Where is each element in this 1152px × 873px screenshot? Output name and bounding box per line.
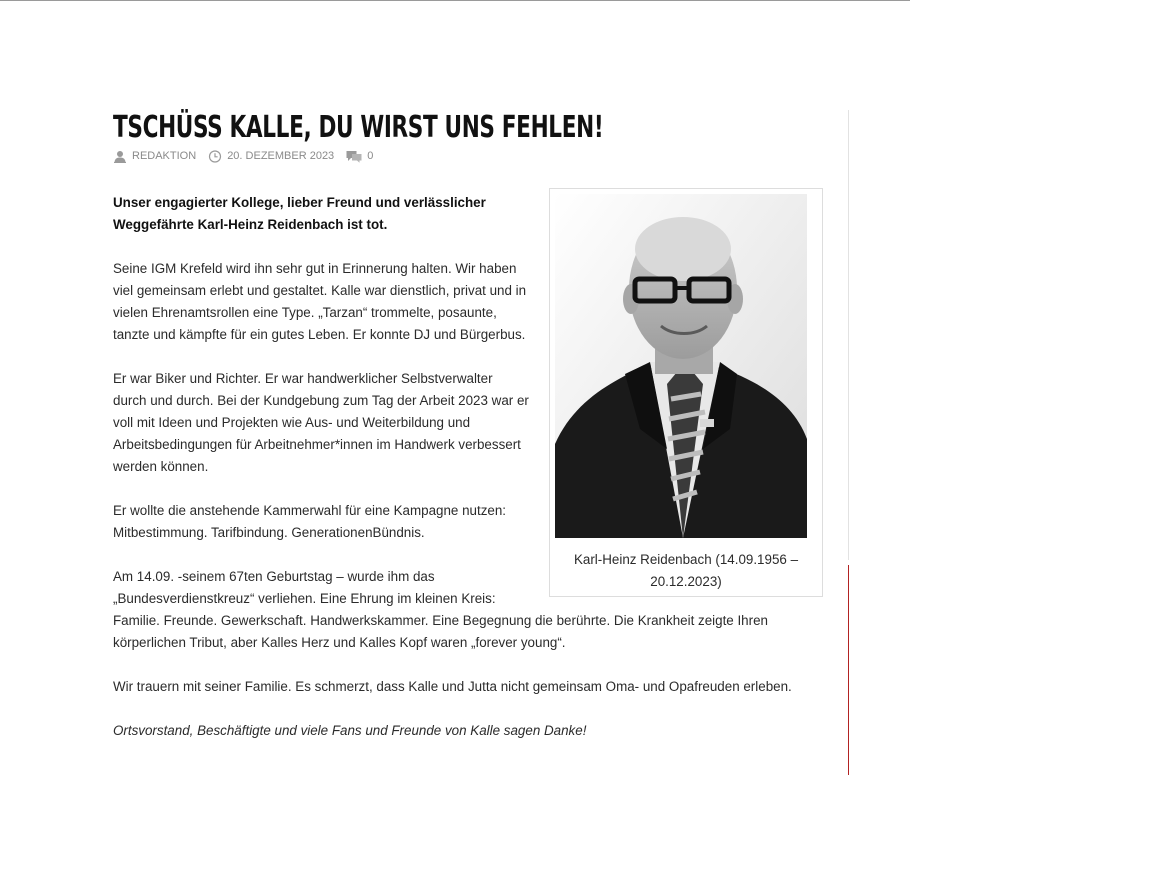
article-title[interactable]: TSCHÜSS KALLE, DU WIRST UNS FEHLEN! [113,110,604,145]
comments-icon [346,150,362,163]
article-paragraph: Er wollte die anstehende Kammerwahl für eine Kampagne nutzen: Mitbestimmung. Tarifbindung. GenerationenBündnis. [113,503,507,540]
sidebar-border [848,110,849,560]
user-icon [113,150,127,163]
article-paragraph: Er war Biker und Richter. Er war handwerklicher Selbstverwalter durch und durch. Bei der Kundgebung zum Tag der Arbeit 2023 war er voll mit Ideen und Projekten wie Aus- und Weiterbildung und Arbeitsbedingungen für Arbeitnehmer*innen im Handwerk verbessert werden können. [113,371,529,474]
meta-date-text: 20. DEZEMBER 2023 [227,150,335,162]
article-paragraph: Am 14.09. -seinem 67ten Geburtstag – wurde ihm das „Bundesverdienstkreuz“ verliehen. Eine Ehrung im kleinen Kreis: Familie. Freunde. Gewerkschaft. Handwerkskammer. Eine Begegnung die berührte. Die Krankheit zeigte Ihren körperlichen Tribut, aber Kalles Herz und Kalles Kopf waren „forever young“. [113,569,768,650]
meta-author[interactable] [113,150,196,163]
meta-comments[interactable] [346,150,373,163]
article [113,108,823,764]
portrait-photo[interactable] [555,194,807,538]
sidebar-accent-line [848,565,849,775]
article-lead: Unser engagierter Kollege, lieber Freund und verlässlicher Weggefährte Karl-Heinz Reidenbach ist tot. [113,195,486,232]
meta-date [208,150,334,163]
portrait-figure [549,188,823,597]
portrait-caption: Karl-Heinz Reidenbach (14.09.1956 – 20.12.2023) [573,552,799,589]
post-meta [113,148,823,164]
article-signoff: Ortsvorstand, Beschäftigte und viele Fans und Freunde von Kalle sagen Danke! [113,723,587,738]
header-divider [0,0,910,1]
article-paragraph: Wir trauern mit seiner Familie. Es schmerzt, dass Kalle und Jutta nicht gemeinsam Oma- und Opafreuden erleben. [113,679,792,694]
meta-comment-count: 0 [367,150,374,162]
article-paragraph: Seine IGM Krefeld wird ihn sehr gut in Erinnerung halten. Wir haben viel gemeinsam erlebt und gestaltet. Kalle war dienstlich, privat und in vielen Ehrenamtsrollen eine Type. „Tarzan“ trommelte, posaunte, tanzte und kämpfte für ein gutes Leben. Er konnte DJ und Bürgerbus. [113,261,527,342]
meta-author-name: REDAKTION [132,150,197,162]
clock-icon [208,150,222,163]
article-content [113,192,823,742]
